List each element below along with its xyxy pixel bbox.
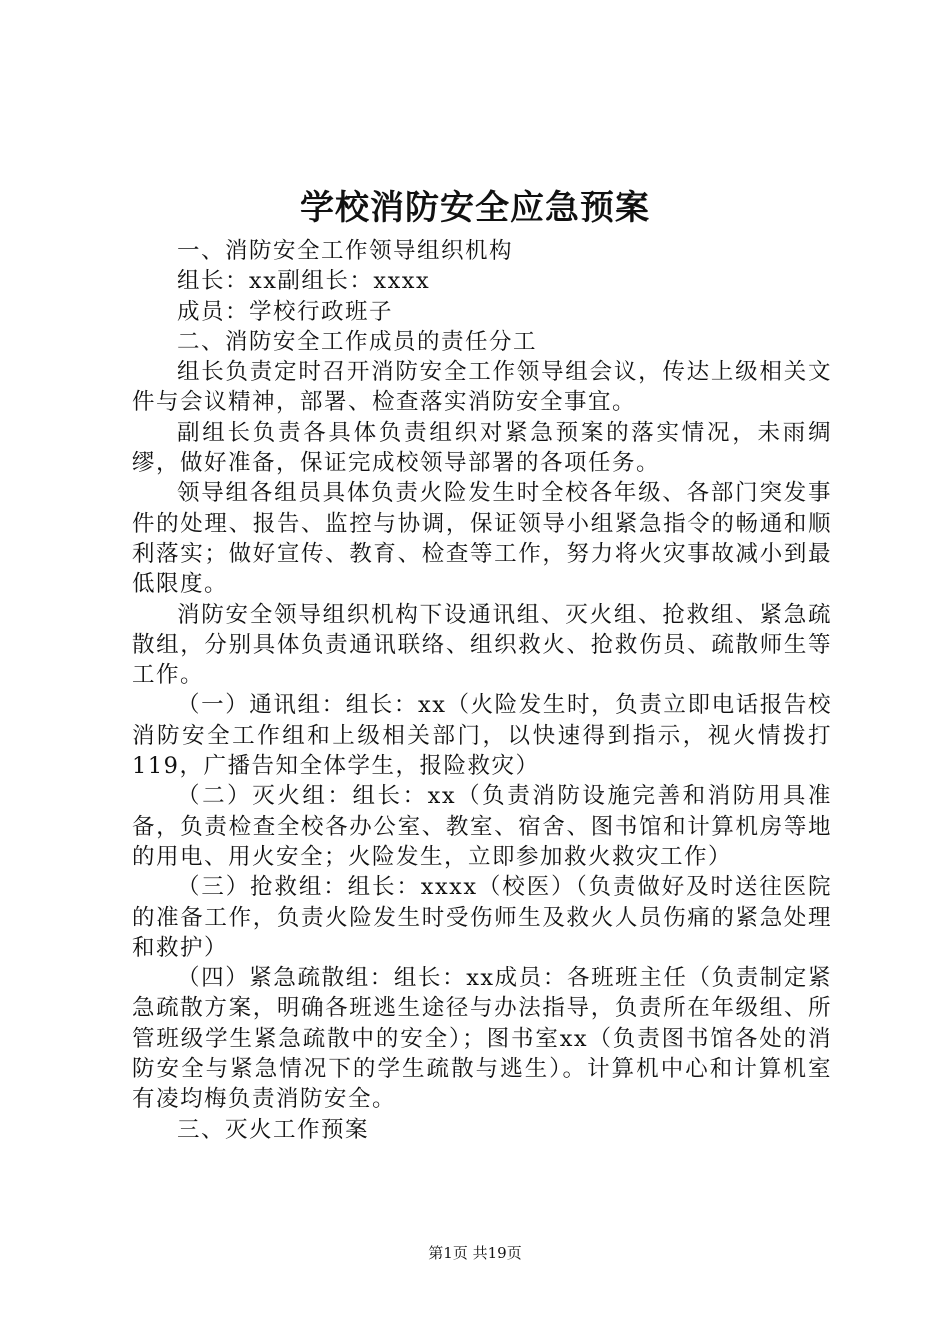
paragraph: 组长负责定时召开消防安全工作领导组会议，传达上级相关文件与会议精神，部署、检查落实消防安全事宜。 (132, 359, 832, 416)
document-body (132, 236, 832, 1145)
paragraph: （一）通讯组：组长：xx（火险发生时，负责立即电话报告校消防安全工作组和上级相关部门，以快速得到指示，视火情拨打119，广播告知全体学生，报险救灾） (132, 692, 832, 780)
paragraph: 领导组各组员具体负责火险发生时全校各年级、各部门突发事件的处理、报告、监控与协调，保证领导小组紧急指令的畅通和顺利落实；做好宣传、教育、检查等工作，努力将火灾事故减小到最低限度。 (132, 480, 832, 598)
paragraph: （二）灭火组：组长：xx（负责消防设施完善和消防用具准备，负责检查全校各办公室、教室、宿舍、图书馆和计算机房等地的用电、用火安全；火险发生，立即参加救火救灾工作） (132, 783, 832, 870)
paragraph: （四）紧急疏散组：组长：xx成员：各班班主任（负责制定紧急疏散方案，明确各班逃生途径与办法指导，负责所在年级组、所管班级学生紧急疏散中的安全）；图书室xx（负责图书馆各处的消防安全与紧急情况下的学生疏散与逃生）。计算机中心和计算机室有凌均梅负责消防安全。 (132, 965, 832, 1113)
paragraph: 组长：xx副组长：xxxx (177, 268, 431, 295)
section-heading: 二、消防安全工作成员的责任分工 (177, 328, 538, 355)
paragraph: 成员：学校行政班子 (177, 298, 394, 325)
section-heading: 三、灭火工作预案 (177, 1116, 370, 1143)
paragraph: 副组长负责各具体负责组织对紧急预案的落实情况，未雨绸缪，做好准备，保证完成校领导部署的各项任务。 (132, 419, 832, 477)
paragraph: 消防安全领导组织机构下设通讯组、灭火组、抢救组、紧急疏散组，分别具体负责通讯联络、组织救火、抢救伤员、疏散师生等工作。 (132, 601, 832, 689)
paragraph: （三）抢救组：组长：xxxx（校医）（负责做好及时送往医院的准备工作，负责火险发生时受伤师生及救火人员伤痛的紧急处理和救护） (132, 874, 832, 961)
document-title: 学校消防安全应急预案 (300, 188, 650, 228)
section-heading: 一、消防安全工作领导组织机构 (177, 238, 514, 264)
page-number: 第1页 共19页 (428, 1244, 522, 1262)
